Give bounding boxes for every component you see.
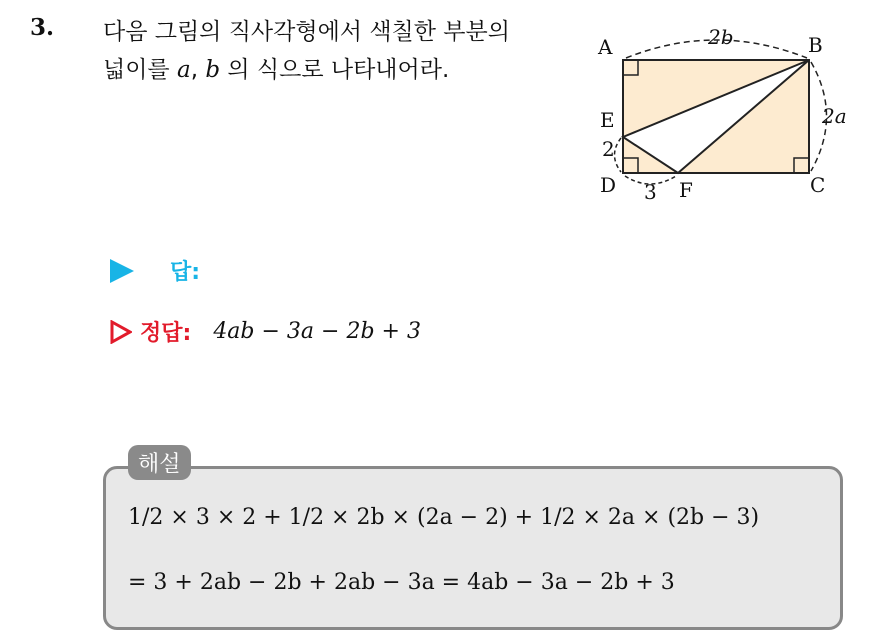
question-line-2: 넓이를 a, b 의 식으로 나타내어라.: [103, 57, 450, 83]
solution-box: [103, 466, 843, 630]
solution-line-2: = 3 + 2ab − 2b + 2ab − 3a = 4ab − 3a − 2b + 3: [128, 570, 675, 595]
answer-row: [110, 255, 200, 286]
label-F: F: [679, 178, 693, 202]
arc-ed: [615, 138, 622, 172]
label-df: 3: [644, 180, 657, 204]
question-line-1: 다음 그림의 직사각형에서 색칠한 부분의: [103, 19, 510, 45]
label-D: D: [600, 173, 617, 197]
label-E: E: [600, 108, 615, 132]
label-A: A: [598, 35, 613, 59]
rectangle-figure: [590, 20, 860, 210]
label-2a: 2a: [822, 104, 847, 128]
var-a: a: [176, 57, 191, 83]
outline-triangle-icon: [110, 320, 132, 344]
correct-answer-value: 4ab − 3a − 2b + 3: [213, 319, 421, 344]
correct-answer-row: [110, 316, 421, 347]
var-b: b: [205, 57, 221, 83]
question-text: [103, 13, 573, 89]
solution-tab: 해설: [128, 445, 191, 480]
question-number: 3.: [30, 14, 55, 41]
label-B: B: [808, 33, 823, 57]
correct-answer-label: 정답:: [140, 321, 192, 346]
play-triangle-icon: [110, 259, 134, 283]
label-C: C: [810, 173, 826, 197]
solution-line-1: 1/2 × 3 × 2 + 1/2 × 2b × (2a − 2) + 1/2 × 2a × (2b − 3): [128, 505, 760, 530]
answer-label: 답:: [170, 260, 201, 285]
label-ed: 2: [602, 137, 615, 161]
label-2b: 2b: [708, 25, 734, 49]
